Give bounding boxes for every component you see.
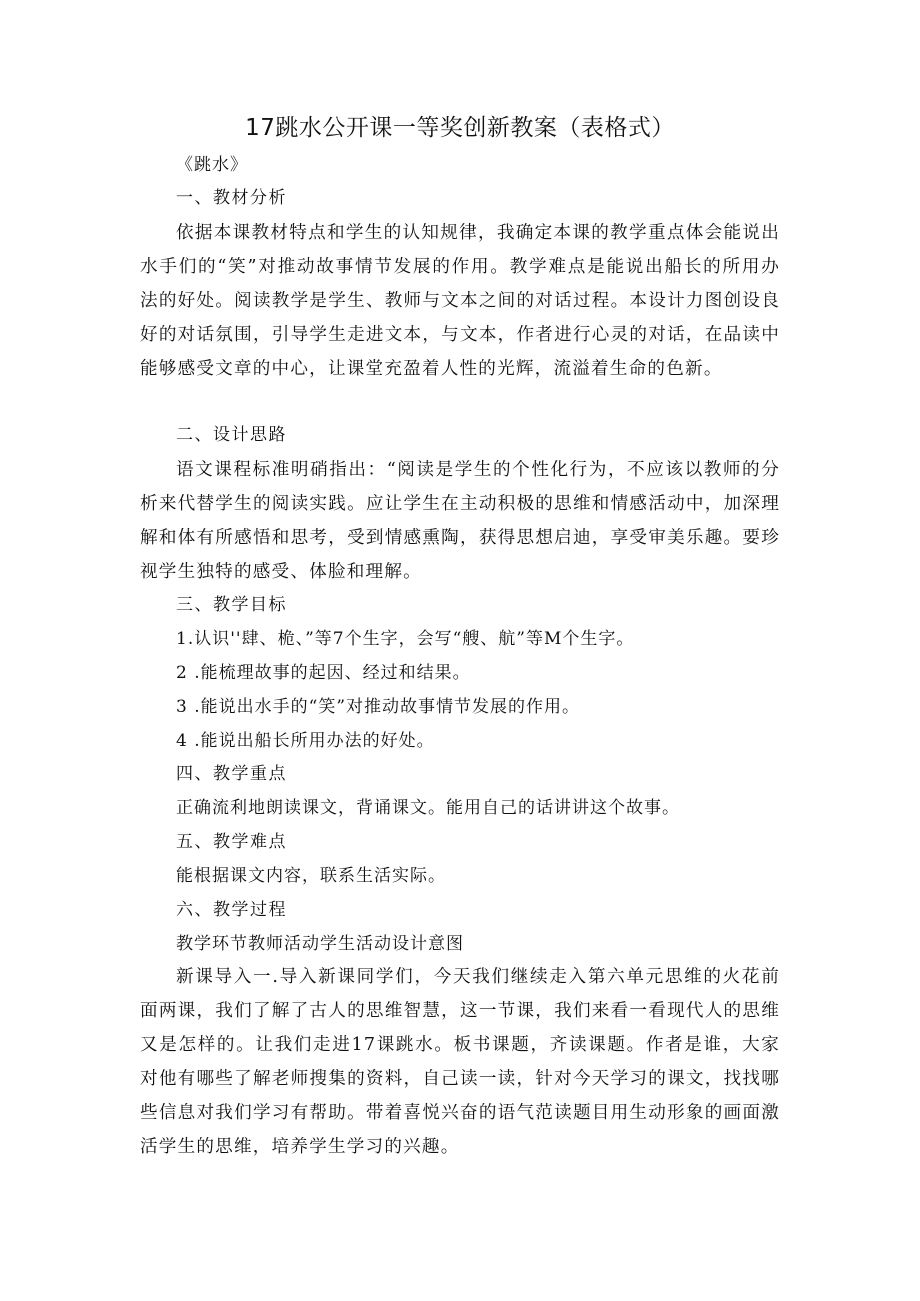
section-heading-difficulties: 五、教学难点 xyxy=(176,832,287,852)
section-heading-key-points: 四、教学重点 xyxy=(176,764,287,784)
goal-item-1: 1.认识''肆、桅、”等7个生字，会写“艘、航”等M个生字。 xyxy=(176,629,635,649)
section-heading-process: 六、教学过程 xyxy=(176,900,287,920)
section-body-process: 新课导入一.导入新课同学们，今天我们继续走入第六单元思维的火花前面两课，我们了解了古人的思维智慧，这一节课，我们来看一看现代人的思维又是怎样的。让我们走进17课跳水。板书课题，齐读课题。作者是谁，大家对他有哪些了解老师搜集的资料，自己读一读，针对今天学习的课文，找找哪些信息对我们学习有帮助。带着喜悦兴奋的语气范读题目用生动形象的画面激活学生的思维，培养学生学习的兴趣。 xyxy=(140,967,780,1157)
section-heading-analysis: 一、教材分析 xyxy=(176,188,287,208)
section-body-analysis: 依据本课教材特点和学生的认知规律，我确定本课的教学重点体会能说出水手们的“笑”对推动故事情节发展的作用。教学难点是能说出船长的所用办法的好处。阅读教学是学生、教师与文本之间的对话过程。本设计力图创设良好的对话氛围，引导学生走进文本，与文本，作者进行心灵的对话，在品读中能够感受文章的中心，让课堂充盈着人性的光辉，流溢着生命的色新。 xyxy=(140,223,780,379)
section-body-key-points: 正确流利地朗读课文，背诵课文。能用自己的话讲讲这个故事。 xyxy=(176,798,680,818)
document-title: 17跳水公开课一等奖创新教案（表格式） xyxy=(245,115,675,141)
goal-item-4: 4 .能说出船长所用办法的好处。 xyxy=(176,731,435,751)
section-heading-goals: 三、教学目标 xyxy=(176,595,287,615)
section-heading-design: 二、设计思路 xyxy=(176,425,287,445)
table-header-row: 教学环节教师活动学生活动设计意图 xyxy=(176,934,464,954)
section-body-difficulties: 能根据课文内容，联系生活实际。 xyxy=(176,866,446,886)
subtitle: 《跳水》 xyxy=(176,155,248,175)
section-body-design: 语文课程标准明硝指出：“阅读是学生的个性化行为，不应该以教师的分析来代替学生的阅读实践。应让学生在主动积极的思维和情感活动中，加深理解和体有所感悟和思考，受到情感熏陶，获得思想启迪，享受审美乐趣。要珍视学生独特的感受、体脸和理解。 xyxy=(140,460,780,582)
goal-item-2: 2 .能梳理故事的起因、经过和结果。 xyxy=(176,663,471,683)
goal-item-3: 3 .能说出水手的“笑”对推动故事情节发展的作用。 xyxy=(176,697,581,717)
